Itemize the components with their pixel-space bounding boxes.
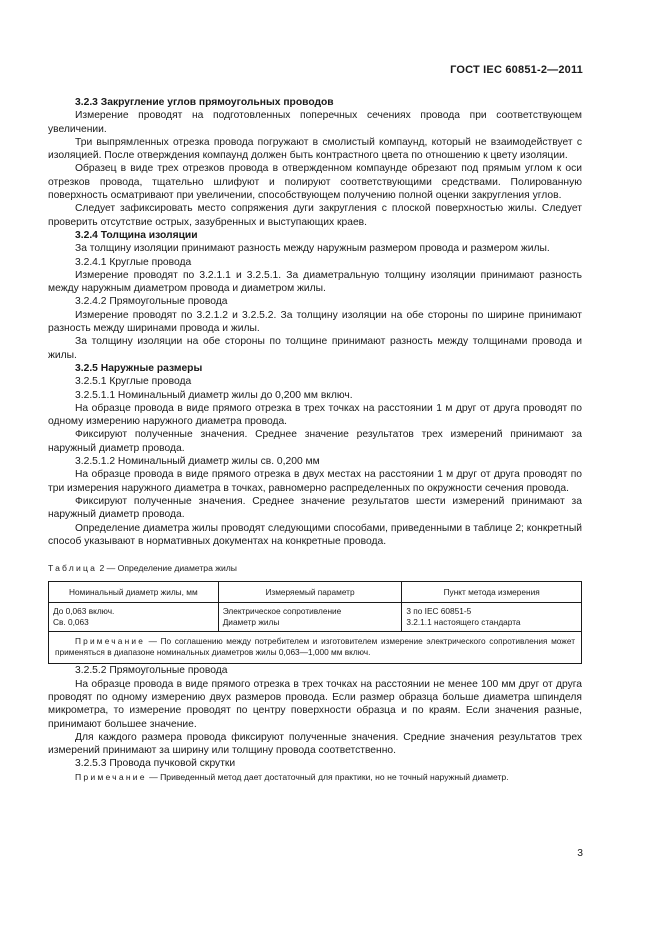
document-body <box>48 96 582 784</box>
cell-line: Св. 0,063 <box>53 617 89 628</box>
section-3-2-4-1-heading: 3.2.4.1 Круглые провода <box>75 256 192 268</box>
paragraph: На образце провода в виде прямого отрезка в трех точках на расстоянии 1 м друг от друга проводят по одному измерению наружного диаметра провода. <box>48 402 582 428</box>
table-header-cell: Пункт метода измерения <box>402 582 582 603</box>
paragraph: Измерение проводят по 3.2.1.1 и 3.2.5.1. За диаметральную толщину изоляции принимают разность между наружным диаметром провода и диаметром жилы. <box>48 269 582 295</box>
paragraph: На образце провода в виде прямого отрезка в двух местах на расстоянии 1 м друг от друга проводят по три измерения наружного диаметра в точках, равномерно распределенных по окружности сечения провода. <box>48 469 582 494</box>
cell-line: Электрическое сопротивление <box>222 606 342 617</box>
paragraph: На образце провода в виде прямого отрезка в трех точках на расстоянии не менее 100 мм друг от друга проводят по одному измерению двух размеров провода. Если размер образца больше диаметра шпинделя микрометра, то измерение проводят по центру поверхности образца и по краям. Если значения разные, принимают большее значение. <box>48 678 582 730</box>
paragraph: За толщину изоляции на обе стороны по толщине принимают разность между толщинами провода и жилы. <box>48 336 582 361</box>
table-note-row <box>49 632 582 664</box>
section-3-2-5-3-heading: 3.2.5.3 Провода пучковой скрутки <box>75 758 236 770</box>
table-note-cell <box>49 632 582 664</box>
paragraph: Образец в виде трех отрезков провода в отвержденном компаунде обрезают под прямым углом к оси отрезков провода, тщательно шлифуют и полируют соответствующими средствами. Полированную поверхность осматривают при увеличении, способствующем получению полной оценки закругления углов. <box>48 163 582 202</box>
table-header-row <box>49 582 582 603</box>
table-cell <box>402 603 582 632</box>
page-number: 3 <box>577 848 583 859</box>
section-3-2-4-2-heading: 3.2.4.2 Прямоугольные провода <box>75 296 228 308</box>
paragraph: Для каждого размера провода фиксируют полученные значения. Средние значения результатов трех измерений принимают за ширину или толщину провода соответственно. <box>48 731 582 757</box>
paragraph: Фиксируют полученные значения. Среднее значение результатов трех измерений принимают за наружный диаметр провода. <box>48 429 582 454</box>
table-2-caption <box>48 562 582 575</box>
paragraph: Фиксируют полученные значения. Среднее значение результатов шести измерений принимают за наружный диаметр провода. <box>48 495 582 521</box>
paragraph: Следует зафиксировать место сопряжения дуги закругления с плоской поверхностью жилы. Следует проверить отсутствие острых, зазубренных и выступающих краев. <box>48 203 582 228</box>
cell-line: До 0,063 включ. <box>53 606 115 617</box>
table-note-label: Примечание <box>75 636 146 647</box>
section-3-2-5-1-1-heading: 3.2.5.1.1 Номинальный диаметр жилы до 0,200 мм включ. <box>75 389 353 401</box>
section-3-2-5-1-heading: 3.2.5.1 Круглые провода <box>75 376 192 388</box>
section-3-2-3-heading: 3.2.3 Закругление углов прямоугольных проводов <box>75 97 334 108</box>
note <box>48 771 582 784</box>
cell-line: Диаметр жилы <box>222 617 280 628</box>
document-id-header: ГОСТ IEC 60851-2—2011 <box>450 64 583 76</box>
paragraph: За толщину изоляции принимают разность между наружным размером провода и размером жилы. <box>75 243 550 255</box>
table-note-text: — По соглашению между потребителем и изготовителем измерение электрического сопротивления может применяться в диапазоне номинальных диаметров жилы 0,063—1,000 мм включ. <box>55 636 575 658</box>
table-row <box>49 603 582 632</box>
note-text: — Приведенный метод дает достаточный для практики, но не точный наружный диаметр. <box>146 771 509 782</box>
paragraph: Измерение проводят по 3.2.1.2 и 3.2.5.2. За толщину изоляции на обе стороны по ширине принимают разность между ширинами провода и жилы. <box>48 309 582 335</box>
table-2 <box>48 581 582 664</box>
cell-line: 3.2.1.1 настоящего стандарта <box>406 617 521 628</box>
paragraph: Определение диаметра жилы проводят следующими способами, приведенными в таблице 2; конкретный способ указывают в нормативных документах на конкретные провода. <box>48 522 582 547</box>
table-cell <box>49 603 219 632</box>
section-3-2-5-1-2-heading: 3.2.5.1.2 Номинальный диаметр жилы св. 0,200 мм <box>75 456 320 468</box>
paragraph: Измерение проводят на подготовленных поперечных сечениях провода при соответствующем увеличении. <box>48 110 582 135</box>
section-3-2-5-heading: 3.2.5 Наружные размеры <box>75 362 203 374</box>
table-header-cell: Номинальный диаметр жилы, мм <box>49 582 219 603</box>
section-3-2-5-2-heading: 3.2.5.2 Прямоугольные провода <box>75 665 228 677</box>
cell-line: 3 по IEC 60851-5 <box>406 606 472 617</box>
table-header-cell: Измеряемый параметр <box>218 582 402 603</box>
table-caption-text: 2 — Определение диаметра жилы <box>97 563 237 574</box>
table-cell <box>218 603 402 632</box>
table-caption-label: Таблица <box>48 563 98 574</box>
paragraph: Три выпрямленных отрезка провода погружают в смолистый компаунд, который не взаимодействует с изоляцией. После отверждения компаунд должен быть контрастного цвета по отношению к цвету изоляции. <box>48 136 582 162</box>
section-3-2-4-heading: 3.2.4 Толщина изоляции <box>75 229 198 241</box>
note-label: Примечание <box>75 771 147 782</box>
